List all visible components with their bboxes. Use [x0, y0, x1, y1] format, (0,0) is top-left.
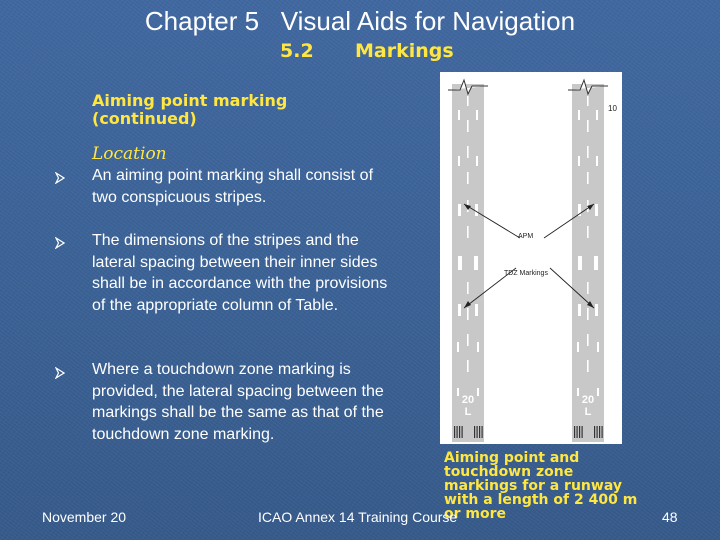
content-heading	[92, 92, 352, 128]
arrowhead-bullet-icon	[55, 172, 65, 187]
footer-date: November 20	[42, 509, 127, 525]
bullet-text-1: An aiming point marking shall consist of two conspicuous stripes.	[92, 167, 374, 206]
runway-suffix-right: L	[584, 406, 592, 418]
runway-number-right: 20	[581, 394, 595, 406]
arrowhead-bullet-icon	[55, 367, 65, 382]
slide-title: Chapter 5 Visual Aids for Navigation	[144, 6, 576, 36]
section-number: 5.2	[280, 40, 314, 62]
runway-designator-right	[578, 394, 598, 418]
figure-caption: Aiming point and touchdown zone markings for a runway with a length of 2 400 m or more	[444, 450, 638, 522]
runway-number-left: 20	[461, 394, 475, 406]
heading-line-2: (continued)	[92, 109, 197, 128]
bullet-text-3: Where a touchdown zone marking is provided, the lateral spacing between the markings shall be the same as that of the touchdown zone marking.	[92, 361, 384, 443]
section-title: Markings	[355, 40, 454, 62]
runway-right	[572, 84, 604, 442]
runway-marking-figure	[440, 72, 622, 444]
figure-label-10: 10	[608, 104, 617, 113]
figure-label-apm: APM	[518, 233, 534, 240]
arrowhead-bullet-icon	[55, 237, 65, 252]
location-label: Location	[92, 144, 167, 164]
heading-line-1: Aiming point marking	[92, 91, 288, 110]
page-number: 48	[662, 509, 678, 525]
bullet-text-2: The dimensions of the stripes and the lateral spacing between their inner sides shall be in accordance with the provisions of the appropriate column of Table.	[92, 232, 388, 314]
runway-suffix-left: L	[464, 406, 472, 418]
figure-label-tdz: TDZ Markings	[504, 270, 548, 277]
footer-course: ICAO Annex 14 Training Course	[258, 509, 458, 525]
runway-designator-left	[458, 394, 478, 418]
runway-left	[452, 84, 484, 442]
